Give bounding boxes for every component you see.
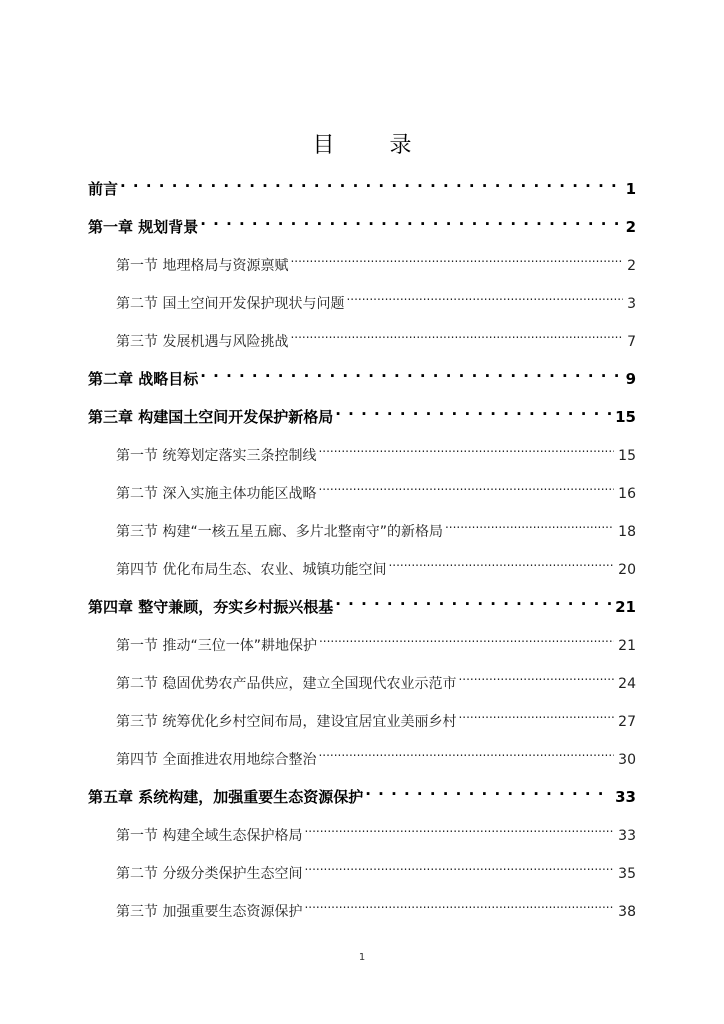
dot-leader xyxy=(290,322,623,346)
toc-entry-page: 3 xyxy=(627,296,636,312)
toc-entry-chapter[interactable] xyxy=(88,360,636,388)
toc-entry-section[interactable] xyxy=(116,816,636,844)
dot-leader xyxy=(319,626,614,650)
toc-entry-page: 16 xyxy=(618,486,636,502)
toc-entry-page: 18 xyxy=(618,524,636,540)
toc-entry-label: 第一节 地理格局与资源禀赋 xyxy=(116,258,289,274)
dot-leader xyxy=(290,246,623,270)
toc-entry-label: 第二节 分级分类保护生态空间 xyxy=(116,866,303,882)
toc-entry-page: 33 xyxy=(618,828,636,844)
dot-leader xyxy=(120,170,622,194)
toc-entry-label: 第一章 规划背景 xyxy=(88,218,199,236)
toc-entry-label: 第三节 加强重要生态资源保护 xyxy=(116,904,303,920)
dot-leader xyxy=(304,892,614,916)
toc-entry-page: 9 xyxy=(625,370,636,388)
toc-entry-page: 21 xyxy=(615,598,636,616)
toc-entry-page: 15 xyxy=(615,408,636,426)
toc-entry-label: 第二节 国土空间开发保护现状与问题 xyxy=(116,296,345,312)
dot-leader xyxy=(200,360,621,384)
toc-entry-page: 38 xyxy=(618,904,636,920)
toc-entry-page: 24 xyxy=(618,676,636,692)
toc-entry-label: 第三节 构建“一核五星五廊、多片北整南守”的新格局 xyxy=(116,524,443,540)
toc-entry-label: 第二节 深入实施主体功能区战略 xyxy=(116,486,317,502)
toc-entry-section[interactable] xyxy=(116,322,636,350)
toc-entry-label: 第五章 系统构建，加强重要生态资源保护 xyxy=(88,788,364,806)
page-number: 1 xyxy=(358,952,366,963)
toc-entry-label: 第三节 统筹优化乡村空间布局，建设宜居宜业美丽乡村 xyxy=(116,714,457,730)
toc-entry-page: 27 xyxy=(618,714,636,730)
toc-entry-label: 第二章 战略目标 xyxy=(88,370,199,388)
toc-entry-label: 第一节 构建全域生态保护格局 xyxy=(116,828,303,844)
toc-entry-page: 15 xyxy=(618,448,636,464)
toc-entry-label: 第四节 优化布局生态、农业、城镇功能空间 xyxy=(116,562,387,578)
toc-title: 目 录 xyxy=(312,133,436,158)
toc-entry-label: 第四节 全面推进农用地综合整治 xyxy=(116,752,317,768)
dot-leader xyxy=(200,208,621,232)
toc-entry-page: 35 xyxy=(618,866,636,882)
toc-entry-section[interactable] xyxy=(116,854,636,882)
dot-leader xyxy=(445,512,614,536)
toc-entry-page: 2 xyxy=(625,218,636,236)
toc-entry-section[interactable] xyxy=(116,512,636,540)
toc-entry-label: 前言 xyxy=(88,180,119,198)
dot-leader xyxy=(335,398,611,422)
toc-entry-label: 第一节 推动“三位一体”耕地保护 xyxy=(116,638,317,654)
toc-entry-page: 20 xyxy=(618,562,636,578)
dot-leader xyxy=(365,778,611,802)
dot-leader xyxy=(318,436,614,460)
toc-entry-page: 1 xyxy=(625,180,636,198)
toc-entry-label: 第三节 发展机遇与风险挑战 xyxy=(116,334,289,350)
dot-leader xyxy=(304,854,614,878)
toc-entry-page: 7 xyxy=(627,334,636,350)
toc-entry-section[interactable] xyxy=(116,436,636,464)
dot-leader xyxy=(388,550,614,574)
toc-entry-label: 第四章 整守兼顾，夯实乡村振兴根基 xyxy=(88,598,334,616)
dot-leader xyxy=(318,474,614,498)
dot-leader xyxy=(458,664,614,688)
toc-entry-chapter[interactable] xyxy=(88,588,636,616)
toc-entry-section[interactable] xyxy=(116,664,636,692)
dot-leader xyxy=(304,816,614,840)
toc-entry-section[interactable] xyxy=(116,474,636,502)
toc-entry-page: 33 xyxy=(615,788,636,806)
toc-entry-chapter[interactable] xyxy=(88,170,636,198)
toc-entry-section[interactable] xyxy=(116,626,636,654)
toc-entry-section[interactable] xyxy=(116,246,636,274)
toc-entry-label: 第一节 统筹划定落实三条控制线 xyxy=(116,448,317,464)
toc-entry-section[interactable] xyxy=(116,702,636,730)
dot-leader xyxy=(335,588,611,612)
toc-entry-section[interactable] xyxy=(116,284,636,312)
toc-entry-page: 30 xyxy=(618,752,636,768)
toc-entry-page: 21 xyxy=(618,638,636,654)
dot-leader xyxy=(318,740,614,764)
toc-entry-section[interactable] xyxy=(116,550,636,578)
toc-entry-section[interactable] xyxy=(116,740,636,768)
toc-entry-label: 第二节 稳固优势农产品供应，建立全国现代农业示范市 xyxy=(116,676,457,692)
dot-leader xyxy=(346,284,623,308)
toc-entry-chapter[interactable] xyxy=(88,778,636,806)
toc-entry-chapter[interactable] xyxy=(88,208,636,236)
toc-entry-chapter[interactable] xyxy=(88,398,636,426)
toc-entry-label: 第三章 构建国土空间开发保护新格局 xyxy=(88,408,334,426)
dot-leader xyxy=(458,702,614,726)
toc-entry-section[interactable] xyxy=(116,892,636,920)
toc-entry-page: 2 xyxy=(627,258,636,274)
